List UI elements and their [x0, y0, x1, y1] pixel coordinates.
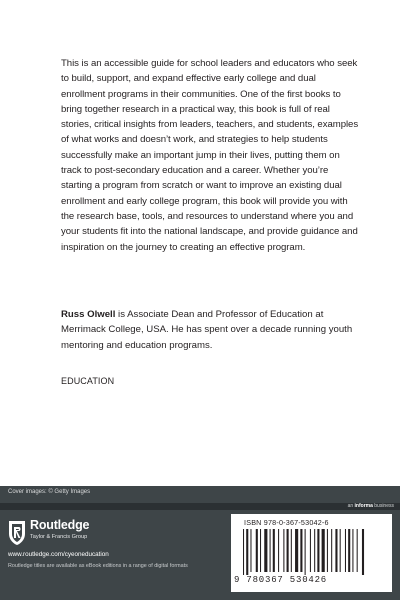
book-description: This is an accessible guide for school leaders and educators who seek to build, support, and expand effective early college and dual enrollment programs in their communities. One of the first books to bring together research in a practical way, this book is full of real stories, critical insights from leaders, teachers, and students, examples of what works and doesn’t work, and strategies to help students successfully make an important jump in their lives, putting them on track to post-secondary education and a career. Whether you’re starting a program from scratch or want to improve an existing dual enrollment and early college program, this book will provide you with the research base, tools, and resources to understand where you and your students fit into the national landscape, and provide guidance and inspiration on the journey to creating an effective program. [61, 58, 359, 253]
informa-brand: informa [354, 503, 373, 509]
informa-prefix: an [347, 503, 355, 509]
ebook-note: Routledge titles are available as eBook editions in a range of digital formats [8, 563, 188, 569]
informa-bar [0, 503, 400, 510]
routledge-logo-icon [8, 520, 26, 546]
isbn-label: ISBN 978-0-367-53042-6 [244, 518, 329, 527]
publisher-website: www.routledge.com/cyeoneducation [8, 551, 109, 558]
author-bio-text: is Associate Dean and Professor of Education at Merrimack College, USA. He has spent over a decade running youth mentoring and education programs. [61, 309, 353, 351]
subject-category: EDUCATION [61, 376, 115, 386]
barcode-icon [235, 529, 389, 575]
publisher-group: Taylor & Francis Group [30, 534, 88, 540]
author-name: Russ Olwell [61, 309, 116, 320]
publisher-footer [0, 486, 400, 600]
author-bio [61, 307, 361, 353]
barcode-panel [231, 514, 392, 592]
barcode-digits: 9 780367 530426 [234, 575, 328, 585]
cover-credit: Cover images: © Getty Images [8, 489, 91, 495]
informa-suffix: business [372, 503, 394, 509]
informa-tagline [348, 503, 394, 510]
publisher-name: Routledge [30, 518, 90, 532]
